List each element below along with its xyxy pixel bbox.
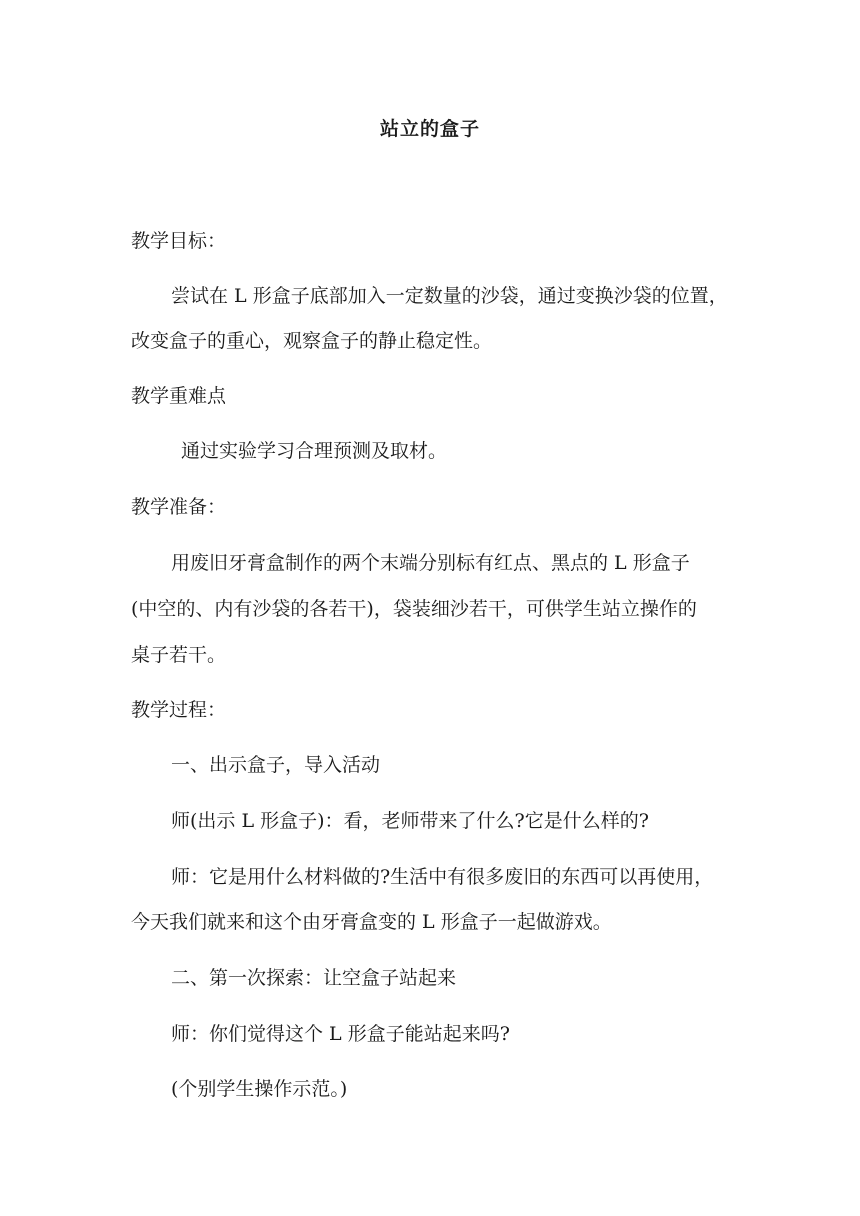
step-1-line-2: 师：它是用什么材料做的?生活中有很多废旧的东西可以再使用，	[171, 866, 714, 888]
preparation-text-line-3: 桌子若干。	[131, 644, 227, 666]
goals-text-line-2: 改变盒子的重心，观察盒子的静止稳定性。	[131, 330, 493, 352]
step-2-title: 二、第一次探索：让空盒子站起来	[171, 967, 457, 989]
page-title: 站立的盒子	[379, 118, 480, 140]
step-1-line-1: 师(出示 L 形盒子)：看，老师带来了什么?它是什么样的?	[171, 810, 649, 832]
step-1-title: 一、出示盒子，导入活动	[171, 754, 381, 776]
step-2-line-2: (个别学生操作示范。)	[171, 1078, 348, 1100]
preparation-text-line-2: (中空的、内有沙袋的各若干)，袋装细沙若干，可供学生站立操作的	[131, 598, 697, 620]
process-heading: 教学过程：	[131, 699, 227, 721]
goals-heading: 教学目标：	[131, 230, 227, 252]
goals-text-line-1: 尝试在 L 形盒子底部加入一定数量的沙袋，通过变换沙袋的位置，	[171, 285, 728, 307]
preparation-text-line-1: 用废旧牙膏盒制作的两个末端分别标有红点、黑点的 L 形盒子	[171, 552, 690, 574]
key-points-heading: 教学重难点	[131, 385, 227, 407]
step-1-line-3: 今天我们就来和这个由牙膏盒变的 L 形盒子一起做游戏。	[131, 911, 612, 933]
key-points-text: 通过实验学习合理预测及取材。	[181, 440, 448, 462]
preparation-heading: 教学准备：	[131, 496, 227, 518]
step-2-line-1: 师：你们觉得这个 L 形盒子能站起来吗?	[171, 1023, 510, 1045]
